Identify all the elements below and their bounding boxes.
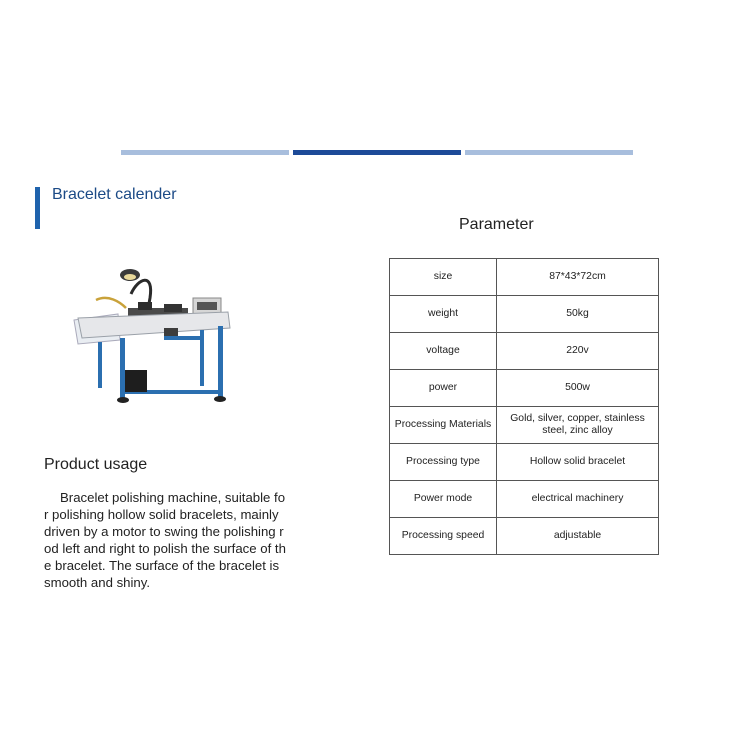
param-value: adjustable <box>497 518 659 555</box>
param-value: Hollow solid bracelet <box>497 444 659 481</box>
section-title: Bracelet calender <box>52 186 177 203</box>
param-label: weight <box>390 296 497 333</box>
divider-bar-right <box>465 150 633 155</box>
param-label: power <box>390 370 497 407</box>
table-row <box>390 259 659 296</box>
param-label: Power mode <box>390 481 497 518</box>
product-usage-text: Bracelet polishing machine, suitable for polishing hollow solid bracelets, mainly driven by a motor to swing the polishing rod left and right to polish the surface of the bracelet. The surface of the bracelet is smooth and shiny. <box>44 490 286 590</box>
param-value: Gold, silver, copper, stainless steel, zinc alloy <box>497 407 659 444</box>
table-row <box>390 518 659 555</box>
param-label: Processing speed <box>390 518 497 555</box>
param-label: size <box>390 259 497 296</box>
param-value: 220v <box>497 333 659 370</box>
param-label: Processing Materials <box>390 407 497 444</box>
param-value: 87*43*72cm <box>497 259 659 296</box>
param-label: Processing type <box>390 444 497 481</box>
parameter-title: Parameter <box>459 216 534 233</box>
divider-bar-left <box>121 150 289 155</box>
table-row <box>390 333 659 370</box>
table-row <box>390 444 659 481</box>
param-value: electrical machinery <box>497 481 659 518</box>
table-row <box>390 370 659 407</box>
divider-bar-center <box>293 150 461 155</box>
table-row <box>390 481 659 518</box>
param-value: 50kg <box>497 296 659 333</box>
product-usage-title: Product usage <box>44 456 148 473</box>
table-row <box>390 407 659 444</box>
param-value: 500w <box>497 370 659 407</box>
table-row <box>390 296 659 333</box>
machine-image <box>68 258 238 408</box>
parameter-table <box>389 258 659 555</box>
section-accent-bar <box>35 187 40 229</box>
param-label: voltage <box>390 333 497 370</box>
